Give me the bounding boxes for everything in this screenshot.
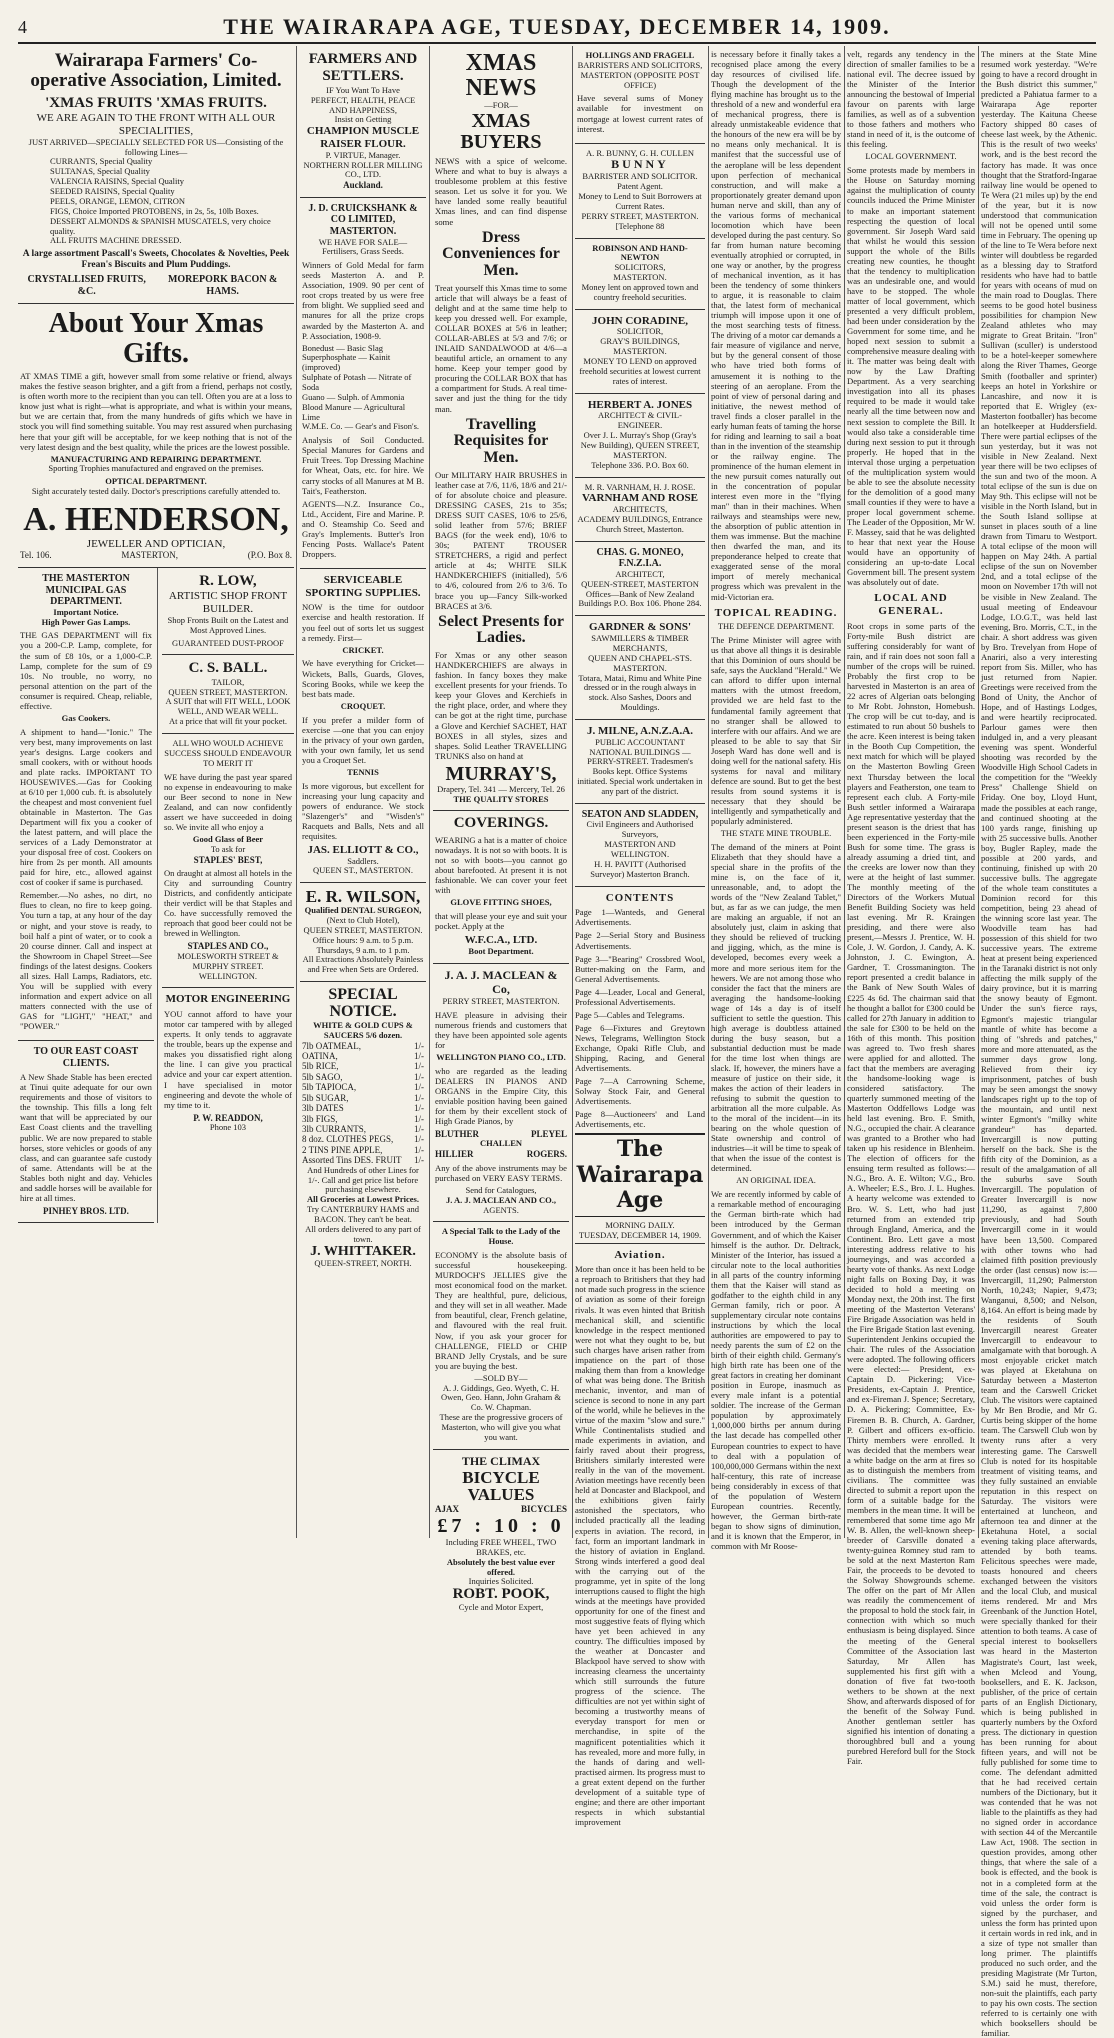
ad-body: H. H. PAVITT (Authorised Surveyor) Masterton Branch. [590,858,690,879]
ad-firm: W.F.C.A., LTD. [464,934,538,947]
ad-body: Totara, Matai, Rimu and White Pine dressed or in the rough always in stock. Also Sashes, Doors and Mouldings. [578,672,702,713]
masthead-title: THE WAIRARAPA AGE, TUESDAY, DECEMBER 14, 1909. [223,14,891,39]
ad-sub: WE HAVE FOR SALE—Fertilisers, Grass Seeds. [318,236,408,257]
ad-name: JOHN CORADINE, [592,314,688,327]
contents-item: Page 5—Cables and Telegrams. [575,1009,685,1020]
ad-address: Drapery, Tel. 341 — Mercery, Tel. 26 [437,783,565,794]
price-row [302,1093,424,1103]
article-subtitle: THE DEFENCE DEPARTMENT. [717,621,835,632]
ad-notice: Important Notice. [53,606,119,617]
ad-phone: Phone 103 [209,1122,247,1133]
section-title: Dress Conveniences for Men. [442,228,560,280]
list-item: Superphosphate — Kainit (improved) [302,352,391,373]
ad-subtitle: WE ARE AGAIN TO THE FRONT WITH ALL OUR SPECIALITIES, [36,112,276,138]
ad-address: MASTERTON AND WELLINGTON. [604,839,676,860]
brand-name: PLEYEL [530,1129,567,1140]
farmers-coop-ad [18,46,294,304]
varnham-ad [575,478,705,542]
cruickshank-ad [300,198,426,569]
ad-role: Cycle and Motor Expert, [458,1602,544,1612]
ad-firm: JAS. ELLIOTT & CO., [307,843,419,856]
ad-hours: Office hours: 9 a.m. to 5 p.m. Thursdays, 9 a.m. to 1 p.m. [312,934,414,955]
ad-pat: Patent Agent. [617,181,663,192]
ad-firm: NORTHERN ROLLER MILLING CO., LTD. [303,159,423,180]
ad-names: M. R. VARNHAM, H. J. ROSE. [584,481,696,492]
list-item: SEEDED RAISINS, Special Quality [50,186,175,197]
column-rule [978,46,979,1538]
contents-item: Page 3—"Bearing" Crossbred Wool, Butter-making on the Farm, and General Advertisements. [575,953,705,984]
ad-address: ACADEMY BUILDINGS, Entrance Church Street, Masterton. [577,513,703,534]
page-header [18,12,1096,44]
list-item: Blood Manure — Agricultural Lime [302,401,406,422]
ad-agents: AGENTS—N.Z. Insurance Co., Ltd., Accident, Fire and Marine. P. and O. Steamship Co. Seed and Gray's Implements. Butter's Iron Fencing Posts. Wallace's Patent Droppers. [302,498,424,559]
column-7 [981,46,1097,2038]
ad-title: XMAS NEWS [465,50,537,102]
ad-firm: WELLINGTON PIANO CO., LTD. [436,1051,566,1062]
readdon-motor-ad [162,988,294,1139]
list-item: W.M.E. Co. — Gear's and Fison's. [302,421,420,432]
ad-tel: Telephone 336. P.O. Box 60. [591,459,689,470]
ad-body: NOW is the time for outdoor exercise and health restoration. If you feel out of sorts let us suggest a remedy. First— [302,602,424,643]
list-item: CURRANTS, Special Quality [50,156,153,167]
ad-name: CHAS. G. MONEO, F.N.Z.I.A. [596,546,684,570]
ad-body: YOU cannot afford to have your motor car tampered with by alleged experts. It only tends to aggravate the trouble, bears up the expense and makes you dissatisfied right along the line. I can give you practical advice and your car expert attention. I have specialised in motor engineering and devote the whole of my time to it. [163,1009,292,1110]
price-item: 3lb DATES [302,1103,344,1114]
article-body: Some protests made by members in the House on Saturday morning against the multiplication of county councils induced the Prime Minister to make an important statement respecting the question of local government. Sir Joseph Ward said that whilst he would this session support the whole of the Bills creating new counties, he thought that the tendency to multiplication was an undesirable one, and would have to be stopped. The whole matter of local government, which presented a very difficult problem, had been under consideration by the Government for some time, and he hoped next session to submit a comprehensive measure dealing with it. The matter was being dealt with now by the Law Drafting Department. As a very searching investigation into all its phases required to be made it would take nearly all the time between now and next session to complete the Bill. It would also take a considerable time during next session to put it through properly. He hoped that in the interval those urging a perpetuation of the multiplication system would be able to see the absolute necessity for the demolition of a good many small counties if they were to have a proper local government scheme. The Leader of the Opposition, Mr W. F. Massey, said that he was delighted to hear that next year the House would have an opportunity of considering an up-to-date Local Government bill. The present system was absolutely out of date. [847,165,975,588]
price-item: 5lb RICE, [302,1061,339,1072]
bunny-ad [575,144,705,239]
ad-line: PERFECT, HEALTH, PEACE AND HAPPINESS, [310,94,416,115]
ad-names: A. R. BUNNY, G. H. CULLEN [586,147,694,158]
champion-flour-ad [300,46,426,198]
robinson-ad [575,239,705,310]
ball-tailor-ad: C. S. BALL. TAILOR, QUEEN STREET, MASTERTON. A SUIT that will FIT WELL, LOOK WELL, AND WEAR WELL. At a price that will fit your pocket. [162,655,294,734]
article-title: LOCAL AND GENERAL. [874,592,948,618]
price-value: 1/- [414,1071,424,1082]
price-item: 7lb OATMEAL, [302,1040,361,1051]
contents-item: Page 1—Wanteds, and General Advertisements. [575,907,705,928]
masthead-daily: MORNING DAILY. [605,1219,675,1230]
article-subtitle: THE STATE MINE TROUBLE. [720,828,832,839]
ad-footer: These are the progressive grocers of Masterton, who will give you what you want. [439,1412,563,1442]
ad-body: A shipment to hand—"Ionic." The very best, many improvements on last year's designs. Large cookers and small cookers, with or without hoods and plate racks. IMPORTANT TO HOUSEWIVES.—Gas for Cooking at 6/10 per 1,000 cub. ft. is absolutely the cheapest and most convenient fuel obtainable in Masterton. The Gas Department will fix you a cooker of the latest pattern, and will place the services of a Lady Demonstrator at your disposal free of cost. Cookers on hire from 2s per month. All amounts paid for hire, etc., allowed against cost of cooker if same is purchased. [20,726,152,888]
ad-name: A. HENDERSON, [23,501,289,539]
ad-role: ARCHITECT & CIVIL-ENGINEER. [598,410,682,431]
price-item: 3lb FIGS, [302,1113,338,1124]
price-row [302,1072,424,1082]
ad-body: who are regarded as the leading DEALERS IN PIANOS AND ORGANS in the Empire City, this enviable position having been gained for them by their excellent stock of High Grade Pianos, by [435,1065,567,1126]
ad-footer: And Hundreds of other Lines for 1/-. Call and get price list before purchasing elsewhere. [307,1164,419,1195]
maclean-piano-ad [433,964,569,1222]
price-value: 1/- [414,1050,424,1061]
whittaker-ad [300,982,426,1275]
article-body: The demand of the miners at Point Elizabeth that they should have a special share in the profits of the mine is, on the face of it, unreasonable, and, to adopt the words of the "New Zealand Tablet," but, as far as we can judge, the men are making an arguable, if not an absolutely just, claim in asking that they should be relieved of trucking and jigging, which, as the mine is developed, becomes every week a more and more serious item for the hewers. We are not among those who consider the fact that the miners are averaging the handsome-looking wage of 14s a day is of itself sufficient to settle the question. This high average is doubtless attained during the busy season, but a substantial deduction must be made for the time lost when things are slack. If, however, the miners have a measure of justice on their side, it makes the action of their leaders in refusing to submit the question to arbitration all the more culpable. As to the moral of the incident—in its bearing on the whole question of State ownership and control of industries—it will be time to speak of that when the issue of the contest is determined. [711,841,841,1174]
ad-item-list [20,157,292,246]
column-rule [296,46,297,1538]
ad-name: MURRAY'S, [445,762,557,785]
ad-body: We have everything for Cricket—Wickets, Balls, Guards, Gloves, Scoring Books, while we keep the best bats made. [302,658,424,699]
ad-note: All Extractions Absolutely Painless and Free when Sets are Ordered. [302,954,424,975]
wfca-boot-ad [433,811,569,964]
ad-incl: Including FREE WHEEL, TWO BRAKES, etc. [445,1536,557,1557]
ad-sellers: A. J. Giddings, Geo. Wyeth, C. H. Owen, Geo. Hann, John Graham & Co. W. Chapman. [441,1382,561,1413]
ad-brand: BICYCLES [520,1504,567,1515]
contents-item: Page 8—Auctioneers' and Land Advertisements, etc. [575,1109,705,1130]
ad-title-2: XMAS BUYERS [460,110,542,154]
ad-manager: P. VIRTUE, Manager. [325,149,401,160]
column-rule [708,46,709,1538]
ad-body: Is more vigorous, but excellent for increasing your lung capacity and powers of endurance. We stock "Slazenger's" and "Wisden's" Racquets and Balls, Nets and all requisites. [302,780,424,841]
brand-name: BLUTHER [435,1129,480,1140]
ad-title: TO OUR EAST COAST CLIENTS. [33,1046,139,1069]
ad-subheading: OPTICAL DEPARTMENT. [105,476,207,487]
ad-footer-right: MOREPORK BACON & HAMS. [167,274,278,297]
ad-body: Analysis of Soil Conducted. Special Manures for Gardens and Fruit Trees. Top Dressing Machine for Wheat, Oats, etc. for hire. We carry stocks of all Manures at M B. Tait's, Featherston. [302,435,424,496]
ad-address: Over J. L. Murray's Shop (Gray's New Building), QUEEN STREET, MASTERTON. [580,430,700,460]
column-3 [433,46,569,1612]
ad-role: BARRISTERS AND SOLICITORS, [577,59,703,70]
ad-role: JEWELLER AND OPTICIAN, [86,537,226,550]
ad-title: THE CLIMAX [461,1453,541,1468]
ad-address: MOLESWORTH STREET & MURPHY STREET. [177,950,279,971]
ad-address: QUEEN ST., MASTERTON. [313,865,413,876]
price-row [302,1051,424,1061]
masthead-date: TUESDAY, DECEMBER 14, 1909. [575,1231,705,1244]
ad-line: IF You Want To Have [326,84,400,95]
price-item: Assorted Tins DES. FRUIT [302,1155,402,1166]
ad-body: On draught at almost all hotels in the City and surrounding Country Districts, and confidently anticipate their verdict will be that Staples and Co. have successfully removed the reproach that good beer could not be brewed in Wellington. [163,868,292,939]
ad-title: VARNHAM AND ROSE [582,492,698,505]
article-body: velt, regards any tendency in the direction of smaller families to be a national evil. The decree issued by the Minister of the Interior announcing the bestowal of Imperial favour on parents with large families, as well as of a subvention to those fathers and mothers who stand in need of it, is the outcome of this feeling. [847,49,975,150]
ad-role: SOLICITOR, [616,326,664,337]
price-value: 1/- [414,1144,424,1155]
column-rule [844,46,845,1538]
ad-title: A Special Talk to the Lady of the House. [441,1226,561,1247]
ad-address: QUEEN STREET, MASTERTON. [303,924,423,935]
manure-list [302,344,424,433]
ad-body: NEWS with a spice of welcome. Where and what to buy is always a troublesome problem at this festive season. Let us solve it for you. We have landed some really beautiful Xmas lines, and can find dispense some [435,156,567,227]
price-row [302,1145,424,1155]
pook-bicycle-ad [433,1450,569,1619]
ad-role: AGENTS. [483,1204,519,1215]
page-number: 4 [18,16,27,37]
article-title: Aviation. [614,1248,666,1261]
price-row [302,1134,424,1144]
sporting-supplies-ad [300,569,426,883]
ad-firm: PINHEY BROS. LTD. [43,1205,129,1216]
ad-body: NATIONAL BUILDINGS — PERRY-STREET. Tradesmen's Books kept. Office Systems initiated. Special work undertaken in any part of the district. [577,746,703,796]
gas-department-ad [18,568,154,1041]
price-value: 1/- [414,1061,424,1072]
ad-subheading: CROQUET. [340,700,386,711]
column-2 [300,46,426,1538]
ad-telephone: Tel. 106. [20,550,52,561]
ad-text: Sporting Trophies manufactured and engraved on the premises. [48,463,264,474]
paper-masthead: The Wairarapa Age [575,1133,705,1217]
ad-address: QUEEN-STREET, MASTERTON [581,578,699,589]
ad-product: GLOVE FITTING SHOES, [450,897,552,908]
ad-address: QUEEN-STREET, NORTH. [314,1258,412,1269]
price-row [302,1041,424,1051]
price-item: 8 doz. CLOTHES PEGS, [302,1134,394,1145]
wilson-dentist-ad [300,883,426,982]
ad-subheading: Gas Cookers. [61,712,111,723]
ad-groceries: All Groceries at Lowest Prices. [307,1194,419,1205]
price-value: 1/- [414,1082,424,1093]
price-value: 1/- [414,1113,424,1124]
hollings-ad [575,46,705,144]
ad-name: ROBINSON AND HAND-NEWTON [592,242,688,263]
ad-title: FARMERS AND SETTLERS. [308,51,418,85]
ad-body: Money to Lend to Suit Borrowers at Current Rates. [578,191,702,211]
ad-town: Auckland. [343,180,383,191]
column-rule [429,46,430,1538]
brand-name: CHALLEN [479,1138,523,1149]
section-body: For Xmas or any other season HANDKERCHIEFS are always in fashion. In fancy boxes they make excellent presents for your friends. To keep your Gloves and Kerchiefs in the right place, order, and where they can be got at the right time, purchase a Glove and Kerchief SACHET, HAT BOXES in all styles, sizes and shapes. Solid Leather TRAVELLING TRUNKS also on hand at [435,650,567,761]
ad-role: ARCHITECT, [615,568,665,579]
article-subtitle: LOCAL GOVERNMENT. [865,151,957,162]
price-item: 3lb CURRANTS, [302,1124,367,1135]
ad-text: Sight accurately tested daily. Doctor's prescriptions carefully attended to. [31,486,281,497]
column-1 [18,46,294,1538]
list-item: Sulphate of Potash — Nitrate of Soda [302,372,412,393]
xmas-news-ad [433,46,569,811]
ad-name-2: J. A. J. MACLEAN AND CO., [445,1194,557,1205]
list-item: DESSERT ALMONDS & SPANISH MUSCATELS, very choice quality. [50,215,271,236]
ad-town: MASTERTON. [613,272,667,283]
article-body: is necessary before it finally takes a recognised place among the every day resources of civilised life. Though the development of the flying machine has brought us to the threshold of a new and wonderful era of mechanical progress, there is already unmistakeable evidence that the honours of the new era will be by no means only mechanical. It is manifest that the successful use of the aeroplane will be less dependent upon perfection of mechanical construction, and will make a proportionately greater demand upon human nerve and skill, than any of the various forms of mechanical locomotion which have been developed during the past century. So far from human nature becoming eventually atrophied or corrupted, in one way or another, by the progress of mechanical invention, as it has been the tendency of some thinkers to argue, it is reasonable to claim that, the latest form of mechanical triumph will impose upon it one of the most searching tests of fitness. The driving of a motor car demands a fair measure of vigilance and nerve, but by the general consent of those who have tried both forms of amusement it is nothing to the steering of an aeroplane. From the point of view of personal daring and initiative, the newest method of travel finds a closer parallel in the early human feats of taming the horse for riding and learning to sail a boat than in the invention of the steamship or the railway engine. The prominence of the human element in the new pursuit comes naturally out in the concentration of popular interest even more in the "flying man" than in their machines. When railways and steamships were new, the absorption of public attention in them was immense. But the machine then dwarfed the man, and its preponderance helped to create that exaggerated sense of the moral import of merely mechanical progress which was prevalent in the mid-Victorian era. [711,49,841,602]
ad-send: Send for Catalogues, [465,1184,537,1195]
price-row [302,1082,424,1092]
price-value: 1/- [414,1092,424,1103]
ad-body: THE GAS DEPARTMENT will fix you a 200-C.P. Lamp, complete, for the sum of £8 10s, or a 1,000-C.P. Lamp, complete for the sum of £9 10s. No trouble, no worry, no personal attention on the part of the consumer is required. Cheap, reliable, effective. [20,630,152,711]
price-row [302,1103,424,1113]
list-item: VALENCIA RAISINS, Special Quality [50,176,184,187]
column-6 [847,46,975,1767]
ad-address: GRAY'S BUILDINGS, MASTERTON. [600,336,680,357]
ad-role: BARRISTER AND SOLICITOR. [582,171,698,182]
article-body: The Prime Minister will agree with us that above all things it is desirable that this Dominion of ours should be safe, says the Auckland "Herald." We can afford to differ upon internal matters with the utmost freedom, provided we are held fast to the fundamental family agreement that no stranger shall be allowed to interfere with our affairs. And we are pleased to be able to say that Sir Joseph Ward has done well and is doing well for the national safety. His systems for naval and military defence are sound. But to get the best results from sound systems it is necessary that they should be intelligently and sympathetically and popularly administered. [711,635,841,827]
column-4 [575,46,705,1827]
ad-delivery: All orders delivered to any part of town. [305,1223,421,1244]
ad-body: ECONOMY is the absolute basis of successful housekeeping. MURDOCH'S JELLIES give the most economical food on the market. They are healthful, pure, delicious, and they will set in all weather. Made from beautiful, clear, French gelatine, and flavoured with the real fruit. Now, if you ask your grocer for CHALLENGE, FIELD or CHIP BRAND Jelly Crystals, and be sure you are buying the best. [435,1250,567,1371]
list-item: SULTANAS, Special Quality [50,166,150,177]
price-list [302,1041,424,1166]
ad-body: A New Shade Stable has been erected at Tinui quite adequate for our own requirements and those of visitors to the township. This fills a long felt want that will be appreciated by our East Coast clients and the travelling public. We are now prepared to stable horses, store vehicles or goods of any class, and can guarantee safe custody of same. Attendants will be at the Stables both night and day. Vehicles and saddle horses will be available for hire at all times. [20,1072,152,1203]
ad-title: SPECIAL NOTICE. [328,986,398,1020]
ad-role: ARCHITECTS, [612,504,668,515]
ad-address: PERRY STREET, MASTERTON. [442,995,560,1006]
ad-town: WELLINGTON. [198,970,258,981]
list-item: PEELS, ORANGE, LEMON, CITRON [50,195,186,206]
coradine-ad [575,310,705,394]
list-item: FIGS, Choice Imported PROTOBENS, in 2s, 5s, 10lb Boxes. [50,205,259,216]
ad-dept: Boot Department. [468,946,534,957]
price-value: 1/- [414,1155,424,1166]
jones-ad [575,394,705,478]
henderson-ad [18,304,294,567]
price-item: OATINA, [302,1050,338,1061]
section-body: Treat yourself this Xmas time to some article that will always be a feast of delight and at the same time help to keep you dressed well. For example, COLLAR BOXES at 5/6 in leather; COLLAR-ABLES at 5/3 and 7/6; or INLAID SANDALWOOD at 4/6—a beautiful article, an ornament to any home. Keep your temper good by procuring the COLLAR BOX that has a compartment for Studs. A real time-saver and just the thing for the tidy man. [435,282,567,414]
seaton-ad [575,804,705,887]
ad-tagline: THE QUALITY STORES [453,793,549,804]
ad-name: HERBERT A. JONES [587,398,693,411]
price-item: 5lb TAPIOCA, [302,1082,357,1093]
article-body: Root crops in some parts of the Forty-mile Bush district are suffering considerably for want of rain, and if rain does not soon fall a number of the crops will be ruined. Probably the first crop to be harvested in Masterton is an area of 22 acres of Algerian oats belonging to Mr Robt. Johnston, Homebush. The crop will be cut to-day, and is estimated to run about 50 bushels to the acre. Keen interest is being taken in the Booth Cup Competition, the next match for which will be played on the Masterton Bowling Green next Thursday between the local players and Featherston, one team to represent each club. A Forty-mile Bush settler informed a Wairarapa Age representative yesterday that the present season is the driest that has been experienced in the Forty-mile Bush for some time. The grass is already assuming a dried tint, and the creeks are lower now than they were at the height of last summer. The monthly meeting of the Directors of the Workers Mutual Benefit Building Society was held last evening. Mr R. Kraingen presiding, and there were also present,—Messrs J. Prentice, W. H. Cole, J. W. Gordon, J. Candy, A. K. Johnston, J. C. Ewington, A. Gardner, T. Crossmanington. The report presented a credit balance in the Bank of New South Wales of £225 4s 6d. The chairman said that he thought a ballot for £300 could be called for 27th January in addition to the sale for £300 to be held on the 16th of this month. This position was agreed to. Two fresh shares were applied for and allotted. The fact that the members are averaging the handsome-looking wage is considered satisfactory. The quarterly summoned meeting of the Masterton Oddfellows Lodge was held last evening. Bro. F. Smith, N.G., occupied the chair. A clearance was granted to a Brother who had taken up his residence in Blenheim. The election of officers for the ensuing term resulted as follows:— N.G., Bro. A. E. Wilton; V.G., Bro. A. Wheeler; E.S., Bro. J. L. Hughes. A hearty welcome was extended to Bro. W. S. Lett, who had just returned from an extended trip through England, America, and the Continent. Bro. Lett gave a most interesting address relative to his journeyings, and was accorded a hearty vote of thanks. As next Lodge night falls on Boxing Day, it was decided to hold a meeting on Monday next, the 20th inst. The first meeting of the Masterton Veterans' Fire Brigade Association was held in the Fire Brigade Station last evening. Superintendent Jenkins occupied the chair. The rules of the Association were adopted. The following officers were elected:— President, ex-Captain D. Pickering; Vice-Presidents, ex-Captain J. Prentice, and ex-Fireman J. Spence; Secretary, D. A. Pickering; Committee, Ex-Firemen B. B. Church, A. Gardner, P. Gilbert and officers ex-officio. Thirty members were enrolled. It was decided that the members wear a white badge on the arm at fires so as to distinguish the members from civilians. The committee was directed to submit a report upon the form of a suitable badge for the members in the mean time. It will be remembered that some time ago Mr W. B. Allen, the well-known sheep-breeder of Carsville donated a twenty-guinea Romney stud ram to be sold at the next Masterton Ram Fair, the proceeds to be devoted to the Solway Showgrounds scheme. The offer on the part of Mr Allen was readily the commencement of the proposal to hold the stock fair, in connection with which so much enthusiasm is being displayed. Since the meeting of the General Committee of the Association last Saturday, Mr Allen has supplemented his first gift with a donation of five fat two-tooth wethers to be shown at the next Show, and afterwards disposed of for the benefit of the Solway Fund. Another gentleman settler has signified his intention of donating a thoroughbred bull and a young purebred Hereford bull for the Stock Fair. [847,620,975,1767]
ad-body: If you prefer a milder form of exercise —one that you can enjoy in the privacy of your own garden, with your own family, let us send you a Croquet Set. [302,714,424,765]
section-title: Travelling Requisites for Men. [453,415,549,467]
ad-name: SEATON AND SLADDEN, [581,808,699,820]
ad-name: GARDNER & SONS' [588,621,692,634]
ad-body: MONEY TO LEND on approved freehold securities at lowest current rates of interest. [579,356,701,386]
ad-body: Money lent on approved town and country freehold securities. [581,281,699,302]
ad-role: Civil Engineers and Authorised Surveyors, [586,819,694,840]
ad-bicycle: BICYCLE VALUES [462,1467,540,1505]
ad-subheading: TENNIS [347,766,379,777]
ad-body: HAVE pleasure in advising their numerous friends and customers that they have been appointed sole agents for [435,1009,567,1050]
contents-item: Page 6—Fixtures and Greytown News, Telegrams, Wellington Stock Exchange, Opaki Rifle Club, and Shipping, Racing, and General Advertisements. [575,1022,705,1074]
low-builder-ad: R. LOW, ARTISTIC SHOP FRONT BUILDER. Shop Fronts Built on the Latest and Most Approved Lines. GUARANTEED DUST-PROOF [162,568,294,655]
ad-name: E. R. WILSON, [305,887,421,907]
ad-role: PUBLIC ACCOUNTANT [595,736,685,747]
ad-line: Insist on Getting [334,114,392,125]
ad-brand: AJAX [435,1504,459,1515]
ad-title: COVERINGS. [453,815,549,832]
ad-title: J. D. CRUICKSHANK & CO LIMITED, MASTERTON. [308,202,418,237]
ad-name: J. A. J. MACLEAN & Co, [444,968,558,996]
ad-ask: To ask for [210,843,246,854]
ad-heading: ALL WHO WOULD ACHIEVE SUCCESS SHOULD ENDEAVOUR TO MERIT IT [164,738,292,768]
milne-ad [575,720,705,804]
pinhey-ad [18,1041,154,1223]
list-item: Bonedust — Basic Slag [302,342,383,353]
ad-body: Winners of Gold Medal for farm seeds Masterton A. and P. Association, 1909. 90 per cent of root crops treated by us were free from blight. We supplied seed and manures for all the prize crops awarded by the Masterton A. and P. Association, 1908-9. [302,260,424,341]
price-item: 2 TINS PINE APPLE, [302,1144,383,1155]
ad-firm: STAPLES AND CO., [187,941,269,952]
ad-title: About Your Xmas Gifts. [48,308,264,369]
section-body: Our MILITARY HAIR BRUSHES in leather case at 7/6, 11/6, 18/6 and 21/- of for absolute choice and pleasure. DRESSING CASES, 21s to 35s; DRESS SUIT CASES, 10/6 to 25/6, solid leather from 57/6; BRIEF BAGS (for the week end), 10/6 to 30s; PATENT TROUSER STRETCHERS, a rigid and perfect article at 4s; WHITE SILK HANDKERCHIEFS (initialled), 5/6 to 4/6, coloured from 2/6 to 3/6. To brace you up—Fancy Silk-worked BRACES at 3/6. [435,469,567,611]
ad-sub: WHITE & GOLD CUPS & SAUCERS 5/6 dozen. [313,1019,413,1040]
ad-title: BUNNY [611,157,669,172]
ad-body: WE have during the past year spared no expense in endeavouring to make our Beer second to none in New Zealand, and can now confidently assert we have succeeded in doing so. We invite all who enjoy a [163,771,292,832]
contents-item: Page 4—Leader, Local and General, Professional Advertisements. [575,986,705,1007]
column-rule [572,46,573,1538]
ad-subheading: CRICKET. [342,644,384,655]
ad-title: THE MASTERTON MUNICIPAL GAS DEPARTMENT. [42,572,130,608]
ad-body: Offices—Bank of New Zealand Buildings P.O. Box 106. Phone 284. [578,588,702,609]
ad-body: Any of the above instruments may be purchased on VERY EASY TERMS. [435,1162,567,1183]
brand-name: HILLIER [435,1149,474,1160]
contents-item: Page 2—Serial Story and Business Advertisements. [575,930,705,951]
ad-price: £7 : 10 : 0 [437,1514,565,1537]
price-row [302,1061,424,1071]
ad-product: CHAMPION MUSCLE RAISER FLOUR. [306,125,420,150]
ad-role: Qualified DENTAL SURGEON, [304,905,422,916]
list-item: ALL FRUITS MACHINE DRESSED. [50,235,182,246]
ad-address: MASTERTON (OPPOSITE POST OFFICE) [580,69,700,90]
price-row [302,1114,424,1124]
price-value: 1/- [414,1134,424,1145]
ad-title: MOTOR ENGINEERING [165,993,291,1006]
ad-subheading: High Power Gas Lamps. [41,616,131,627]
ad-try: Try CANTERBURY HAMS and BACON. They can't be beat. [306,1204,419,1225]
moneo-ad [575,542,705,617]
ad-sold: —SOLD BY— [474,1372,528,1383]
contents-item: Page 7—A Carrowning Scheme, Solway Stock Fair, and General Advertisements. [575,1076,705,1107]
ad-role: Saddlers. [347,855,379,866]
price-value: 1/- [414,1124,424,1135]
ad-address: PERRY STREET, MASTERTON. [581,210,699,221]
ad-name: HOLLINGS AND FRAGELL [585,50,695,60]
ad-body: Remember.—No ashes, no dirt, no flues to clean, no fire to keep going. You turn a tap, at any hour of the day or night, and your stove is ready, to boil half a pint of water, or to cook a 20 course dinner. Call and inspect at the Showroom in Chapel Street—See findings of the latest designs. Cookers all sizes. Hall Lamps, Radiators, etc. You will be supplied with every information and expert advice on all matters connected with the use of GAS for "LIGHT," "HEAT," and "POWER." [20,890,152,1031]
column-5 [711,46,841,1551]
ad-address: QUEEN AND CHAPEL-STS. MASTERTON. [588,652,692,673]
ad-subheading: MANUFACTURING AND REPAIRING DEPARTMENT. [50,453,262,464]
ad-town: MASTERTON, [121,550,178,561]
ad-assortment: A large assortment Pascall's Sweets, Chocolates & Novelties, Peek Frean's Biscuits and Plum Puddings. [22,249,290,271]
staples-ad [162,734,294,988]
ad-title: SERVICEABLE SPORTING SUPPLIES. [305,573,421,599]
brand-name: ROGERS. [526,1149,567,1160]
contents-heading: CONTENTS [605,891,675,904]
contents-list [575,907,705,1129]
price-value: 1/- [414,1103,424,1114]
ad-body: WEARING a hat is a matter of choice nowadays. It is not so with boots. It is not so with boots—you cannot go about barefooted. At present it is not fashionable. We can cover your feet with [435,835,567,896]
ad-pobox: (P.O. Box 8. [247,550,292,561]
ad-footer-left: CRYSTALLISED FRUITS, &C. [27,274,146,297]
ad-body: Have several sums of Money available for investment on mortgage at lowest current rates of interest. [577,93,703,134]
article-body: We are recently informed by cable of a remarkable method of encouraging the German birth-rate which had been introduced by the German Government, and of which the Kaiser himself is the author. Dr. Deltrack, Minister of the Interior, has issued a circular note to the local authorities in all parts of the country informing them that the Kaiser will stand as godfather to the eighth child in any German family, rich or poor. A supplementary circular note contains instructions by which the local authorities are empowered to pay to needy parents the sum of £2 on the birth of their eighth child. Germany's high birth rate has been one of the great factors in creating her dominant position in Europe, inasmuch as every male infant is a potential soldier. The increase of the German population by approximately 1,000,000 births per annum during the last decade has compelled other European countries to expect to have to deal with a population of 100,000,000 Germans within the next half-century, this rate of increase being considerably in excess of that of the population of Western European countries. Recently, however, the German birth-rate began to show signs of diminution, and it is known that the Emperor, in common with Mr Roose- [711,1189,841,1551]
ad-line: JUST ARRIVED—SPECIALLY SELECTED FOR US—Consisting of the following Lines— [28,136,284,157]
ad-role: SAWMILLERS & TIMBER MERCHANTS, [591,633,689,653]
murdoch-jellies-ad [433,1222,569,1449]
price-item: 5lb SUGAR, [302,1092,349,1103]
list-item: Guano — Sulph. of Ammonia [302,391,405,402]
ad-inq: Inquiries Solicited. [468,1576,534,1587]
ad-name: J. WHITTAKER. [310,1243,416,1259]
article-body: More than once it has been held to be a reproach to Britishers that they had not made such progress in the science of aviation as some of their foreign rivals. It was even hinted that British mechanical skill, and scientific knowledge in the respect mentioned were not what they ought to be, but such charges have arisen rather from impatience on the part of those making them than from a knowledge of what was being done. The British mechanic, inventor, and man of science is second to none in any part of the world, while he believes in the virtue of the maxim "slow and sure." While Continentalists studied and made experiments in aviation, and fairly raved about their progress, Britishers similarly interested were really in the van of the movement. Aviation meetings have recently been held at Doncaster and Blackpool, and the exhibitions given fairly astonished the spectators, who included practically all the leading experts in aviation. The record, in fact, form an important landmark in the history of aviation in England. Strong winds interfered a good deal with the carrying out of the programme, yet in spite of the long interruptions caused to flight the high winds at the meetings have provided opportunity for one of the finest and most suggestive feats of flying which have yet been achieved in any country. The difficulties imposed by the weather at Doncaster and Blackpool have served to show with increasing clearness the uncertainty which still surrounds the future progress of the science. The difficulties are not yet within sight of becoming a trustworthy means of everyday transport for men or merchandise, in spite of the magnificent potentialities which it has revealed, more and more fully, in the hands of daring and well-practised airmen. Its progress must to a great extent depend on the further development of a suitable type of engine; and there are other important respects in which substantial improvement [575,1264,705,1827]
ad-name: J. MILNE, A.N.Z.A.A. [586,724,694,737]
gardner-ad [575,616,705,720]
price-item: 5lb SAGO, [302,1071,343,1082]
ad-tel: [Telephone 88 [615,220,665,231]
ad-headline: 'XMAS FRUITS 'XMAS FRUITS. [45,94,267,111]
article-subtitle: AN ORIGINAL IDEA. [736,1175,816,1186]
ad-title: Wairarapa Farmers' Co-operative Association, Limited. [30,50,282,91]
ad-brand: STAPLES' BEST, [193,854,263,865]
ad-name: P. W. READDON, [193,1112,263,1123]
article-title: TOPICAL READING. [714,606,838,619]
section-title: Select Presents for Ladies. [438,612,564,647]
ad-role: SOLICITORS, [614,262,666,273]
price-value: 1/- [414,1040,424,1051]
article-body: The miners at the State Mine resumed work yesterday. "We're going to have a record drought in the Bush district this summer," predicted a Pahiatua farmer to a Wairarapa Age reporter yesterday. The Kaituna Cheese Factory shipped 80 cases of cheese last week, by the Athenic. This is the result of two weeks' work, and is the best record the factory has made. It was once thought that the Stratford-Ingarae railway line would be opened to Te Wera (21 miles up) by the end of the year, but it is now understood that communication will not be opened until some time in February. The opening up of the line to Te Wera before next winter will doubtless be regarded as a blessing day to Stratford residents who have had to battle for years with oceans of mud on the main road to Douglas. There seems to be good hotel business possibilities for champion New Zealand athletes who may migrate to Great Britain. "Iron" Sullivan (sculler) is understood to be a hotel-keeper somewhere along the River Thames, George Smith (footballer and sprinter) keeps an hotel in Yorkshire or Lancashire, and now it is reported that E. Wrigley (ex-Masterton footballer) has become an hotelkeeper at Huddersfield. There were partial eclipses of the sun yesterday, but it was not visible in New Zealand. Next year there will be two eclipses of the sun and two of the moon. A total eclipse of the sun is due on May 9th. This eclipse will not be visible in the North Island, but in the South Island sollipse at sunset in places south of a line drawn from Timaru to Westport. A total eclipse of the moon will happen on May 24th. A partial eclipse of the sun on November 2nd, and a total eclipse of the moon on November 17th will not be visible in New Zealand. The usual meeting of Endeavour Lodge, I.O.G.T., was held last evening, Bro. Morris, C.T., in the chair. A short address was given by Bro. Trevelyan from Hope of Anariri, also a very interesting report from Sis. Miller, who has just returned from Napier. Greetings were received from the Bond of Unity, the Anchor of Hope, and of Hastings Lodges, and were heartily reciprocated. Parlour games were then indulged in, and a very pleasant evening was spent. Wonderful shooting was recorded by the Woodville High School Cadets in the competition for the "Weekly Press" Challenge Shield on Friday. One boy, Lloyd Hunt, made the possibles at each range, and continued shooting at the 100 yards range, finishing up with 25 successive bulls. Another boy, Bugler Rapley, made the possible at 200 yards, and continuing, finished up with 20 successive bulls. The aggregate of the whole team constitutes a Dominion record for this competition, being 23 ahead of the winning score last year. The Woodville team has had possession of this shield for two successive years. The extreme heat at present being experienced in the Taranaki district is not only affecting the milk supply of the dairy province, but it is marring the snowy beauty of Egmont. Under the sun's fierce rays, Egmont's majestic triangular mantle of white has become a thing of "shreds and patches," more and more attenuated, as the summer days grow long. Relieved from their icy imprisonment, patches of bush may be seen amongst the snowy landscapes right up to the top of the mountain, and until next winter Egmont's "milky white grandeur" has departed. Invercargill is now putting herself on the back. She is the fifth city of the Dominion, as a result of the amalgamation of all the suburbs save South Invercargill. The population of Greater Invercargill is now 11,290, as against 7,800 previously, and had South Invercargill come in it would have been 13,500. Compared with other towns who had claimed fifth position previously the order (last census) now is:—Invercargill, 11,290; Palmerston North, 10,243; Napier, 9,473; Wanganui, 8,500; and Nelson, 8,164. An effort is being made by the residents of South Invercargill nearest Greater Invercargill to endeavour to amalgamate with that borough. A most enjoyable cricket match was played at Eketahuna on Saturday between a Masterton team and the Carswell Cricket Club. The visitors were captained by Mr Ben Brodie, and Mr G. Curtis being skipper of the home team. The Carswell Club won by twenty runs after a very interesting game. The Carswell Club is noted for its hospitable treatment of visiting teams, and they fully sustained an enviable reputation in this respect on Saturday. The visitors were entertained at luncheon, and afternoon tea and dinner at the Eketahuna Hotel, a social evening taking place afterwards, attended by both teams. Felicitous speeches were made, toasts honoured and cheers exchanged between the visitors and the local Club, and musical items rendered. Mr and Mrs Greenbank of the Junction Hotel, were specially thanked for their attention to both teams. A case of special interest to booksellers was heard in the Masterton Magistrate's Court, last week, when Mcleod and Young, booksellers, and E. K. Jackson, publisher, of the price of certain parts of an English Dictionary, which is being published in quarterly numbers by the Oxford press. The dictionary in question has been running for about fifteen years, and will not be fully published for some time to come. The defendant admitted that he had received certain numbers of the Dictionary, but it was contended that he was not liable to the plaintiffs as they had no signed order in accordance with section 44 of the Mercantile Law Act, 1908. The section in question provides, among other things, that where the sale of a book is effected, and the book is not in a completed form at the time of the sale, the contract is void unless the order form is signed by the purchaser, and unless the form has printed upon it certain words in red ink, and in a size of type not smaller than long primer. The plaintiffs produced no such order, and the presiding Magistrate (Mr Turton, S.M.) said he must, therefore, non-suit the plaintiffs, each party to pay his own costs. The section referred to is certainly one with which booksellers should be familiar. [981,49,1097,2038]
ad-best: Absolutely the best value ever offered. [446,1556,556,1577]
ad-for: —FOR— [484,100,518,111]
ad-name: ROBT. POOK, [452,1586,550,1603]
price-row [302,1124,424,1134]
ad-body: that will please your eye and suit your pocket. Apply at the [435,911,567,932]
ad-body: AT XMAS TIME a gift, however small from some relative or friend, always makes the festive season brighter, and a gift from a friend, perhaps not costly, is often worth more to the recipient than you can tell. Often you are at a loss to know just what is right—what is appropriate, and what is within your means, but we are certain that, from the many hundreds of gifts which we have in stock you will find something suitable. You may rest assured when purchasing here that your gift will be acceptable, for we keep nothing that is not of the very latest design and the best quality, while the prices are the lowest possible. [20,371,292,452]
ad-next: (Next to Club Hotel), [326,915,400,926]
ad-good: Good Glass of Beer [192,833,264,844]
